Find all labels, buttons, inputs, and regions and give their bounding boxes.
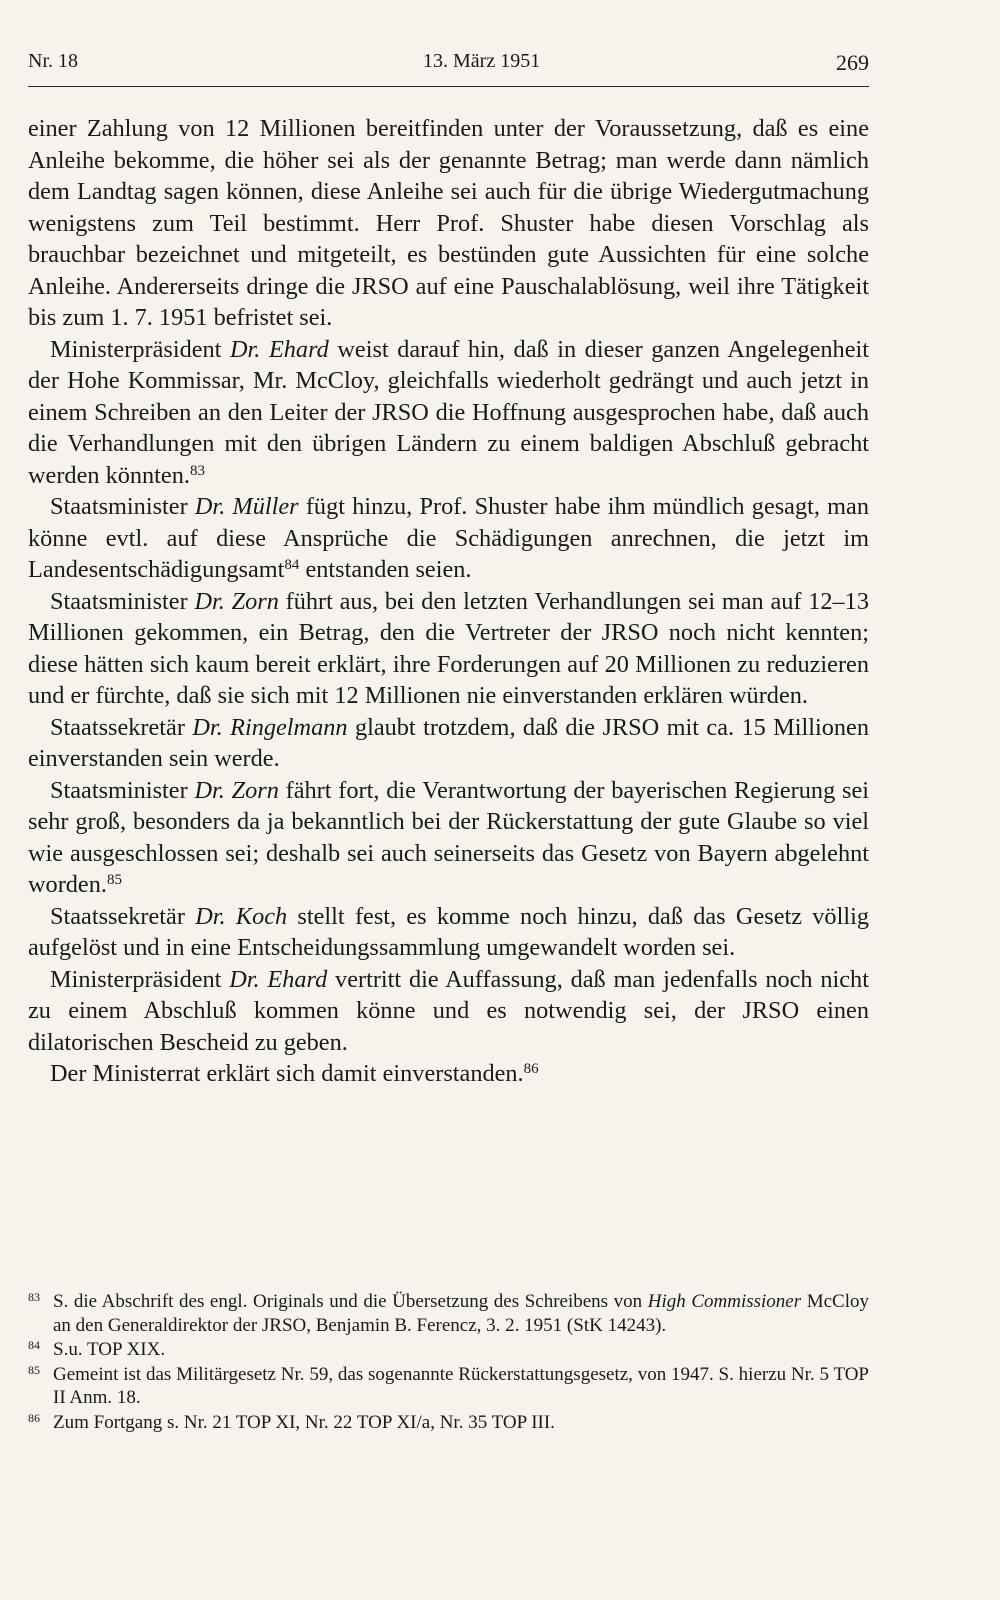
footnote-ref: 86 xyxy=(523,1061,539,1077)
speaker-role: Staatssekretär xyxy=(50,713,193,741)
speaker-name: Dr. Ehard xyxy=(229,335,329,363)
footnote-number: 86 xyxy=(28,1410,40,1425)
paragraph xyxy=(28,113,869,334)
header-date: 13. März 1951 xyxy=(423,50,541,72)
paragraph xyxy=(28,491,869,586)
footnote xyxy=(28,1363,869,1410)
footnote-number: 85 xyxy=(28,1362,40,1377)
paragraph-text: stellt fest, es komme noch hinzu, daß das Gesetz völlig aufgelöst und in eine Entscheidungssammlung umgewandelt worden sei. xyxy=(28,902,869,961)
speaker-name: Dr. Müller xyxy=(194,493,299,520)
footnote-text: Zum Fortgang s. Nr. 21 TOP XI, Nr. 22 TOP XI/a, Nr. 35 TOP III. xyxy=(53,1411,555,1433)
running-header xyxy=(28,46,869,87)
main-text xyxy=(28,113,869,1090)
paragraph xyxy=(28,334,869,492)
paragraph-text: weist darauf hin, daß in dieser ganzen Angelegenheit der Hohe Kommissar, Mr. McCloy, gleichfalls wiederholt gedrängt und auch jetzt in einem Schreiben an den Leiter der JRSO die Hoffnung ausgesprochen habe, daß auch die Verhandlungen mit den übrigen Ländern zu einem baldigen Abschluß gebracht werden könnten. xyxy=(28,335,869,489)
footnote-ref: 85 xyxy=(106,872,122,888)
speaker-name: Dr. Koch xyxy=(195,902,288,930)
footnote-ref: 84 xyxy=(284,557,300,573)
speaker-name: Dr. Ringelmann xyxy=(192,713,348,741)
speaker-role: Ministerpräsident xyxy=(50,965,230,993)
paragraph xyxy=(28,775,869,901)
paragraph-text: einer Zahlung von 12 Millionen bereitfinden unter der Voraussetzung, daß es eine Anleihe bekomme, die höher sei als der genannte Betrag; man werde dann nämlich dem Landtag sagen können, diese Anleihe sei auch für die übrige Wiedergutmachung wenigstens zum Teil bestimmt. Herr Prof. Shuster habe diesen Vorschlag als brauchbar bezeichnet und mitgeteilt, es bestünden gute Aussichten für eine solche Anleihe. Andererseits dringe die JRSO auf eine Pauschalablösung, weil ihre Tätigkeit bis zum 1. 7. 1951 befristet sei. xyxy=(28,115,869,331)
footnote xyxy=(28,1338,869,1362)
footnotes xyxy=(28,1290,869,1435)
paragraph-text: Der Ministerrat erklärt sich damit einverstanden. xyxy=(50,1060,524,1087)
paragraph xyxy=(28,1058,869,1090)
paragraph-text: glaubt trotzdem, daß die JRSO mit ca. 15 Millionen einverstanden sein werde. xyxy=(28,713,869,772)
footnote xyxy=(28,1290,869,1337)
paragraph-text: vertritt die Auffassung, daß man jedenfalls noch nicht zu einem Abschluß kommen könne und es notwendig sei, der JRSO einen dilatorischen Bescheid zu geben. xyxy=(28,965,869,1056)
paragraph-text: führt aus, bei den letzten Verhandlungen sei man auf 12–13 Millionen gekommen, ein Betrag, den die Vertreter der JRSO noch nicht kennten; diese hätten sich kaum bereit erklärt, ihre Forderungen auf 20 Millionen zu reduzieren und er fürchte, daß sie sich mit 12 Millionen nie einverstanden erklären würden. xyxy=(28,587,869,709)
footnote-text: Gemeint ist das Militärgesetz Nr. 59, das sogenannte Rückerstattungsgesetz, von 1947. S. hierzu Nr. 5 TOP II Anm. 18. xyxy=(53,1363,869,1408)
footnote-italic: High Commissioner xyxy=(647,1291,802,1312)
speaker-role: Ministerpräsident xyxy=(50,335,230,363)
paragraph xyxy=(28,712,869,775)
speaker-role: Staatsminister xyxy=(50,776,195,804)
paragraph-text: fährt fort, die Verantwortung der bayerischen Regierung sei sehr groß, besonders da ja bekanntlich bei der Rückerstattung der gute Glaube so viel wie ausgeschlossen sei; deshalb sei auch seinerseits das Gesetz von Bayern abgelehnt worden. xyxy=(28,776,869,898)
footnote-text-part: S. die Abschrift des engl. Originals und die Übersetzung des Schreibens von xyxy=(53,1291,648,1312)
speaker-role: Staatsminister xyxy=(50,493,195,520)
speaker-role: Staatssekretär xyxy=(50,902,196,930)
footnote-text xyxy=(53,1290,869,1337)
page-number: 269 xyxy=(836,50,869,75)
speaker-name: Dr. Zorn xyxy=(194,587,279,615)
document-number: Nr. 18 xyxy=(28,50,78,72)
footnote-number: 83 xyxy=(28,1290,40,1304)
speaker-name: Dr. Ehard xyxy=(229,965,328,993)
paragraph-text: fügt hinzu, Prof. Shuster habe ihm mündlich gesagt, man könne evtl. auf diese Ansprüche die Schädigungen anrechnen, die jetzt im Landesentschädigungsamt xyxy=(28,493,869,583)
paragraph xyxy=(28,901,869,964)
speaker-name: Dr. Zorn xyxy=(194,776,279,804)
paragraph xyxy=(28,964,869,1059)
footnote-text-part: McCloy an den Generaldirektor der JRSO, Benjamin B. Ferencz, 3. 2. 1951 (StK 14243). xyxy=(53,1291,870,1336)
paragraph-text: entstanden seien. xyxy=(299,556,472,583)
speaker-role: Staatsminister xyxy=(50,587,195,615)
footnote-ref: 83 xyxy=(189,462,205,479)
paragraph xyxy=(28,586,869,712)
footnote-number: 84 xyxy=(28,1338,40,1352)
footnote-text: S.u. TOP XIX. xyxy=(53,1339,166,1360)
footnote xyxy=(28,1411,869,1435)
